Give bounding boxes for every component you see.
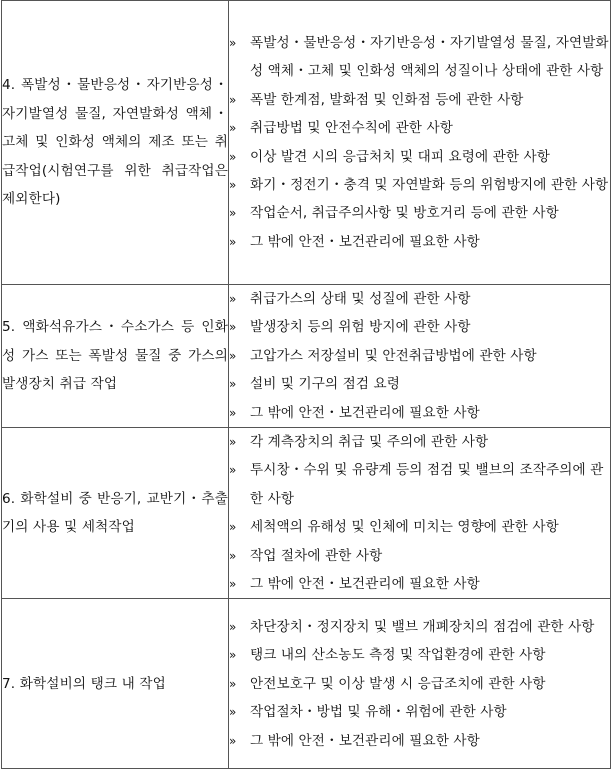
bullet-mark: » [229, 548, 237, 563]
bullet-mark: » [229, 676, 237, 691]
work-type-text: 6. 화학설비 중 반응기, 교반기・추출기의 사용 및 세척작업 [2, 490, 228, 536]
bullet-mark: » [229, 520, 237, 535]
items-cell [229, 1, 611, 285]
bullet-mark: » [229, 577, 237, 592]
item-list [229, 285, 610, 427]
list-item: » 차단장치・정지장치 및 밸브 개폐장치의 점검에 관한 사항 [229, 613, 610, 641]
table-row-6 [2, 428, 611, 599]
work-type-cell [2, 1, 229, 285]
bullet-mark: » [229, 377, 237, 392]
bullet-mark: » [229, 234, 237, 249]
item-list [229, 428, 610, 598]
list-item: » 각 계측장치의 취급 및 주의에 관한 사항 [229, 428, 610, 456]
table-row-5 [2, 285, 611, 428]
bullet-mark: » [229, 648, 237, 663]
education-content-table [1, 0, 611, 769]
bullet-mark: » [229, 733, 237, 748]
work-type-text: 5. 액화석유가스・수소가스 등 인화성 가스 또는 폭발성 물질 중 가스의 발생장치 취급 작업 [2, 319, 228, 393]
bullet-mark: » [229, 92, 237, 107]
list-item: » 투시창・수위 및 유량계 등의 점검 및 밸브의 조작주의에 관한 사항 [229, 456, 610, 513]
work-type-cell [2, 285, 229, 428]
list-item: » 고압가스 저장설비 및 안전취급방법에 관한 사항 [229, 342, 610, 370]
bullet-mark: » [229, 463, 237, 478]
list-item: » 화기・정전기・충격 및 자연발화 등의 위험방지에 관한 사항 [229, 171, 610, 199]
list-item: » 작업절차・방법 및 유해・위험에 관한 사항 [229, 698, 610, 726]
table-row-7 [2, 599, 611, 769]
work-type-cell [2, 599, 229, 769]
bullet-mark: » [229, 619, 237, 634]
item-list [229, 613, 610, 755]
list-item: » 작업순서, 취급주의사항 및 방호거리 등에 관한 사항 [229, 199, 610, 227]
work-type-cell [2, 428, 229, 599]
bullet-mark: » [229, 177, 237, 192]
list-item: » 안전보호구 및 이상 발생 시 응급조치에 관한 사항 [229, 670, 610, 698]
work-type-text: 7. 화학설비의 탱크 내 작업 [2, 675, 166, 692]
list-item: » 그 밖에 안전・보건관리에 필요한 사항 [229, 727, 610, 755]
bullet-mark: » [229, 121, 237, 136]
list-item: » 취급방법 및 안전수칙에 관한 사항 [229, 114, 610, 142]
bullet-mark: » [229, 348, 237, 363]
list-item: » 폭발 한계점, 발화점 및 인화점 등에 관한 사항 [229, 86, 610, 114]
bullet-mark: » [229, 405, 237, 420]
list-item: » 이상 발견 시의 응급처치 및 대피 요령에 관한 사항 [229, 143, 610, 171]
bullet-mark: » [229, 705, 237, 720]
list-item: » 취급가스의 상태 및 성질에 관한 사항 [229, 285, 610, 313]
list-item: » 그 밖에 안전・보건관리에 필요한 사항 [229, 228, 610, 256]
list-item: » 세척액의 유해성 및 인체에 미치는 영향에 관한 사항 [229, 513, 610, 541]
list-item: » 폭발성・물반응성・자기반응성・자기발열성 물질, 자연발화성 액체・고체 및 인화성 액체의 성질이나 상태에 관한 사항 [229, 29, 610, 86]
list-item: » 그 밖에 안전・보건관리에 필요한 사항 [229, 570, 610, 598]
table-row-4 [2, 1, 611, 285]
bullet-mark: » [229, 292, 237, 306]
items-cell [229, 599, 611, 769]
bullet-mark: » [229, 149, 237, 164]
bullet-mark: » [229, 320, 237, 335]
items-cell [229, 285, 611, 428]
item-list [229, 29, 610, 256]
items-cell [229, 428, 611, 599]
list-item: » 작업 절차에 관한 사항 [229, 542, 610, 570]
list-item: » 발생장치 등의 위험 방지에 관한 사항 [229, 313, 610, 341]
bullet-mark: » [229, 435, 237, 450]
list-item: » 그 밖에 안전・보건관리에 필요한 사항 [229, 399, 610, 427]
bullet-mark: » [229, 206, 237, 221]
list-item: » 설비 및 기구의 점검 요령 [229, 370, 610, 398]
bullet-mark: » [229, 35, 237, 50]
list-item: » 탱크 내의 산소농도 측정 및 작업환경에 관한 사항 [229, 641, 610, 669]
work-type-text: 4. 폭발성・물반응성・자기반응성・자기발열성 물질, 자연발화성 액체・고체 및 인화성 액체의 제조 또는 취급작업(시험연구를 위한 취급작업은 제외한다) [2, 77, 228, 208]
